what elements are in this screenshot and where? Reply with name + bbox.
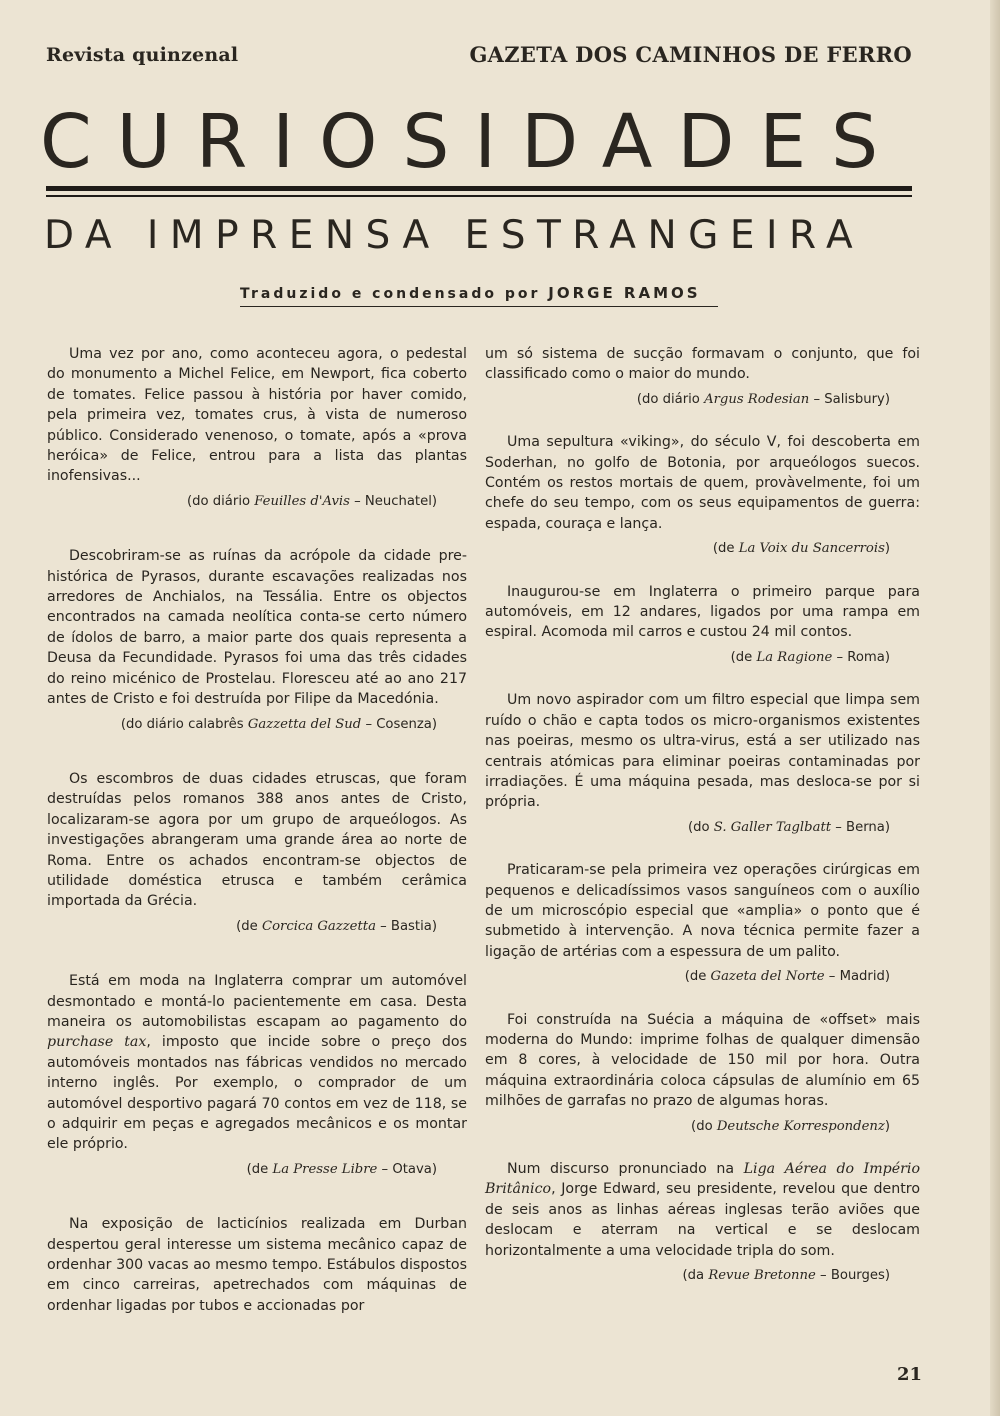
article-vacuum: Um novo aspirador com um filtro especial que limpa sem ruído o chão e capta todos os micro-organismos existentes nas poeiras, mesmo os ultra-virus, está a ser utilizado nas centrais atómicas para eliminar poeiras contaminadas por irradiações. É uma máquina pesada, mas desloca-se por si própria.	[485, 692, 920, 811]
page-title: CURIOSIDADES	[40, 99, 904, 185]
article-offset: Foi construída na Suécia a máquina de «offset» mais moderna do Mundo: imprime folhas de qualquer dimensão em 8 cores, à velocidade de 150 mil por hora. Outra máquina extraordinária coloca cápsulas de alumínio em 65 milhões de garrafas no prazo de algumas horas.	[485, 1011, 920, 1110]
article-parking: Inaugurou-se em Inglaterra o primeiro parque para automóveis, em 12 andares, ligados por uma rampa em espiral. Acomoda mil carros e custou 24 mil contos.	[485, 583, 920, 641]
article-milking: Na exposição de lacticínios realizada em Durban despertou geral interesse um sistema mecânico capaz de ordenhar 300 vacas ao mesmo tempo. Estábulos dispostos em cinco carreiras, apetrechados com máquinas de ordenhar ligadas por tubos e accionadas por	[47, 1216, 467, 1314]
byline-prefix: Traduzido e condensado por	[240, 286, 541, 302]
source-citation: (do diário Feuilles d'Avis – Neuchatel)	[187, 493, 437, 509]
source-citation: (de La Voix du Sancerrois)	[712, 541, 890, 557]
column-left	[47, 344, 467, 1316]
source-citation: (de La Ragione – Roma)	[730, 649, 890, 665]
article-etruscan: Os escombros de duas cidades etruscas, que foram destruídas pelos romanos 388 anos antes de Cristo, localizaram-se agora por um grupo de arqueólogos. As investigações abrangeram uma grande área ao norte de Roma. Entre os achados encontram-se objectos de utilidade doméstica etrusca e também cerâmica importada da Grécia.	[47, 770, 467, 910]
article-tomato: Uma vez por ano, como aconteceu agora, o pedestal do monumento a Michel Felice, em Newport, fica coberto de tomates. Felice passou à história por haver comido, pela primeira vez, tomates crus, à vista de numeroso público. Considerado venenoso, o tomate, após a «prova heróica» de Felice, entrou para a lista das plantas inofensivas...	[47, 346, 467, 485]
source-citation: (do diário calabrês Gazzetta del Sud – Cosenza)	[120, 716, 437, 732]
title-rule-thick	[46, 186, 912, 191]
article-viking: Uma sepultura «viking», do século V, foi descoberta em Soderhan, no golfo de Botonia, por arqueólogos suecos. Contém os restos mortais de quem, provàvelmente, foi um chefe do seu tempo, com os seus equipamentos de guerra: espada, couraça e lança.	[485, 434, 920, 532]
page-subtitle: DA IMPRENSA ESTRANGEIRA	[44, 213, 865, 258]
page-edge	[990, 0, 1000, 1416]
byline-rule	[240, 306, 718, 307]
article-milking-continued: um só sistema de sucção formavam o conjunto, que foi classificado como o maior do mundo.	[485, 346, 920, 383]
source-citation: (da Revue Bretonne – Bourges)	[682, 1268, 890, 1284]
source-citation: (do diário Argus Rodesian – Salisbury)	[636, 391, 890, 407]
source-citation: (de Gazeta del Norte – Madrid)	[684, 969, 890, 985]
article-vtol: Num discurso pronunciado na Liga Aérea do Império Britânico, Jorge Edward, seu presidente, revelou que dentro de seis anos as linhas aéreas inglesas terão aviões que deslocam e aterram na vertical e se deslocam horizontalmente a uma velocidade tripla do som.	[485, 1161, 921, 1259]
article-car-kits: Está em moda na Inglaterra comprar um automóvel desmontado e montá-lo pacientemente em casa. Desta maneira os automobilistas escapam ao pagamento do purchase tax, imposto que incide sobre o preço dos automóveis montados nas fábricas vendidos no mercado interno inglês. Por exemplo, o comprador de um automóvel desportivo pagará 70 contos em vez de 118, se o adquirir em peças e agregados mecânicos e os montar ele próprio.	[47, 973, 467, 1153]
header-periodicity: Revista quinzenal	[46, 44, 239, 66]
byline-name: JORGE RAMOS	[548, 284, 701, 302]
page-number: 21	[896, 1364, 922, 1385]
header-publication: GAZETA DOS CAMINHOS DE FERRO	[469, 42, 912, 67]
column-right	[485, 344, 920, 1286]
source-citation: (do Deutsche Korrespondenz)	[691, 1118, 890, 1134]
title-rule-thin	[46, 195, 912, 197]
source-citation: (de La Presse Libre – Otava)	[246, 1161, 437, 1177]
source-citation: (do S. Galler Taglbatt – Berna)	[687, 819, 890, 835]
source-citation: (de Corcica Gazzetta – Bastia)	[236, 918, 437, 934]
byline	[240, 284, 701, 302]
article-microsurgery: Praticaram-se pela primeira vez operações cirúrgicas em pequenos e delicadíssimos vasos sanguíneos com o auxílio de um microscópio especial que «amplia» o ponto que é submetido à intervenção. A nova técnica permite fazer a ligação de artérias com a espessura de um palito.	[485, 862, 920, 960]
article-pyrasos: Descobriram-se as ruínas da acrópole da cidade pre-histórica de Pyrasos, durante escavações realizadas nos arredores de Anchialos, na Tessália. Entre os objectos encontrados na camada neolítica conta-se certo número de ídolos de barro, a maior parte dos quais representa a Deusa da Fecundidade. Pyrasos foi uma das três cidades do reino micénico de Prostelau. Floresceu até ao ano 217 antes de Cristo e foi destruída por Filipe da Macedónia.	[47, 548, 467, 708]
